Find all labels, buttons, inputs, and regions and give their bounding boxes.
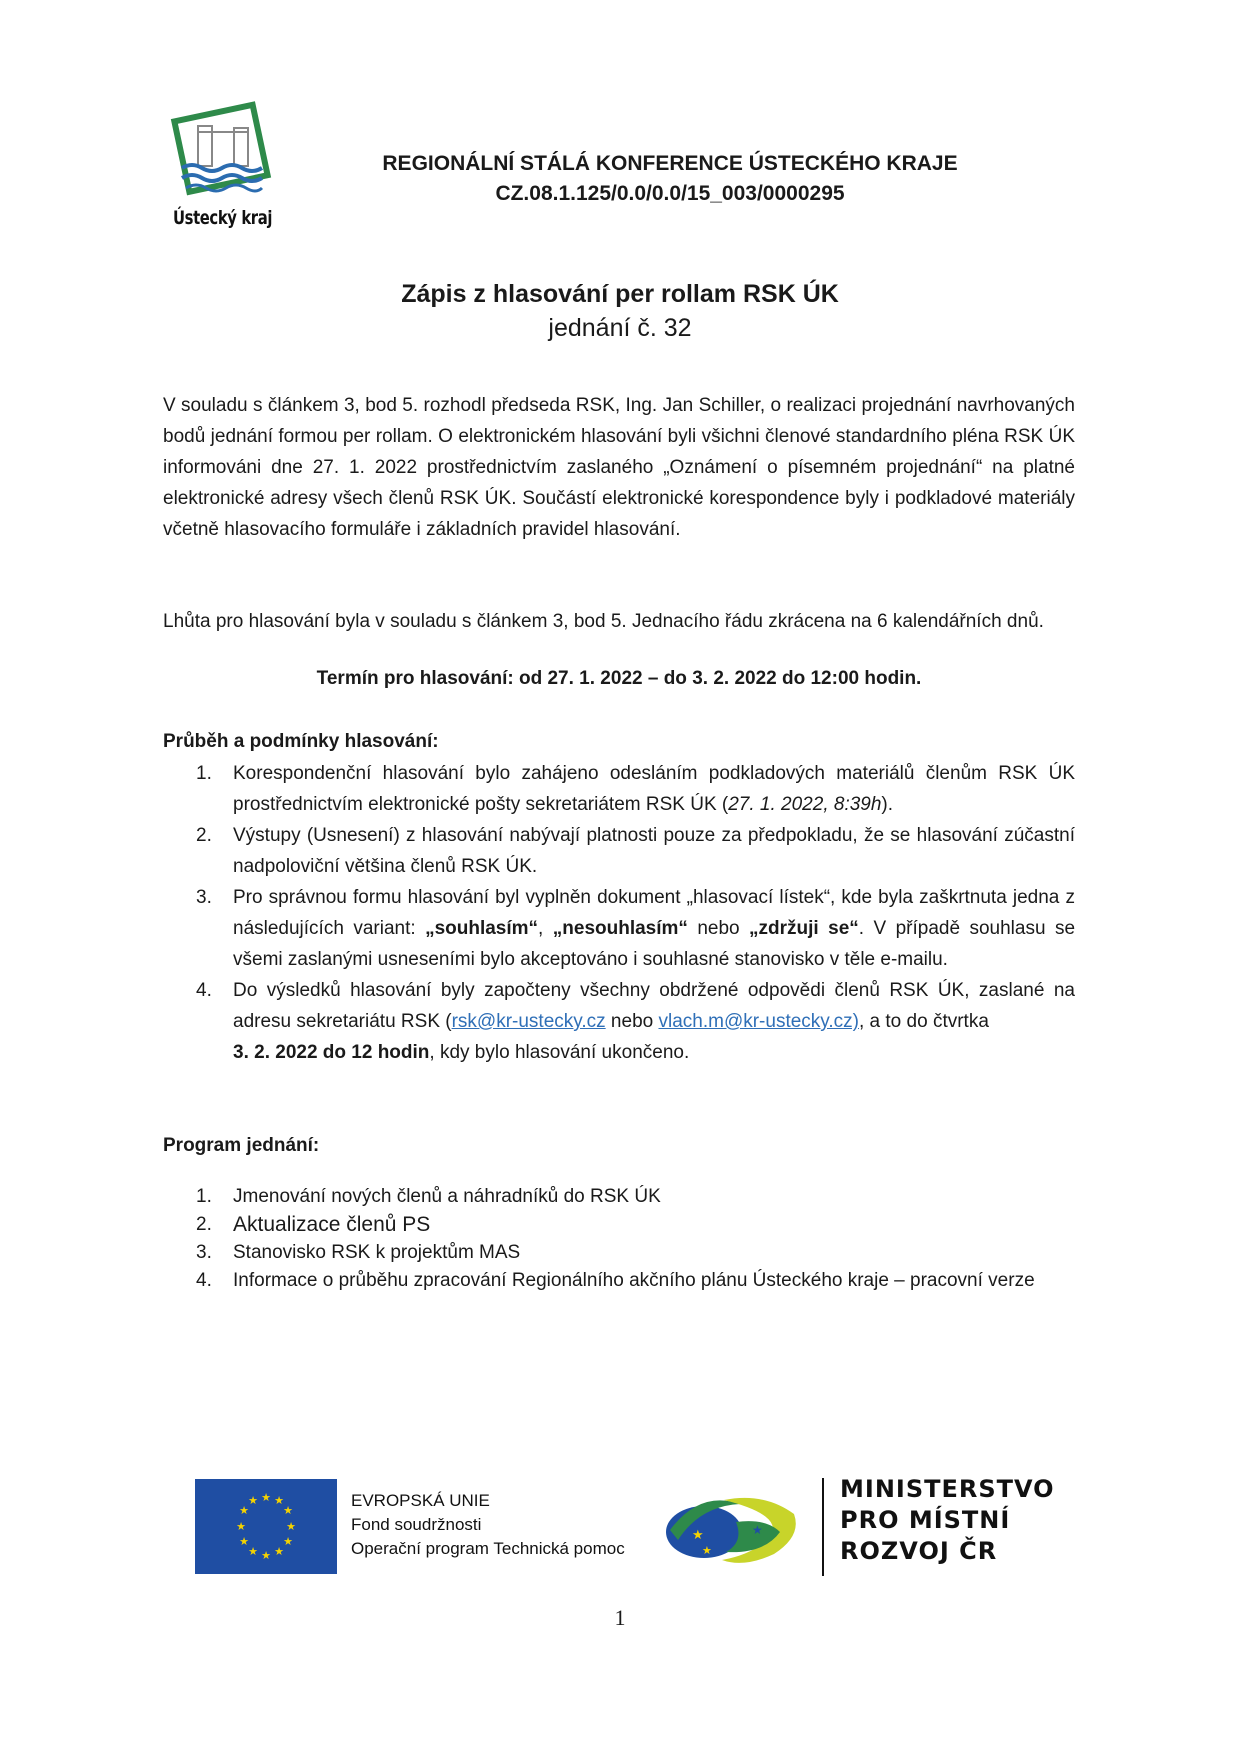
option-agree: „souhlasím“ [425,918,539,939]
project-code: CZ.08.1.125/0.0/0.0/15_003/0000295 [495,182,845,205]
program-list [163,1183,1075,1295]
intro-paragraph: V souladu s článkem 3, bod 5. rozhodl předseda RSK, Ing. Jan Schiller, o realizaci projednání navrhovaných bodů jednání formou per rollam. O elektronickém hlasování byli všichni členové standardního pléna RSK ÚK informováni dne 27. 1. 2022 prostřednictvím zaslaného „Oznámení o písemném projednání“ na platné elektronické adresy všech členů RSK ÚK. Součástí elektronické korespondence byly i podkladové materiály včetně hlasovacího formuláře i základních pravidel hlasování. [163,395,1075,540]
footer-divider [822,1478,824,1576]
svg-text:★: ★ [283,1504,293,1517]
email-link-vlach[interactable]: vlach.m@kr-ustecky.cz) [658,1011,859,1032]
list-text: Pro správnou formu hlasování byl vyplněn dokument „hlasovací lístek“, kde byla zaškrtnuta jedna z následujících variant: [233,887,1075,939]
org-name: REGIONÁLNÍ STÁLÁ KONFERENCE ÚSTECKÉHO KRAJE [382,152,958,175]
list-item [163,882,1075,975]
option-abstain: „zdržuji se“ [749,918,859,939]
list-text-end: , kdy bylo hlasování ukončeno. [429,1042,690,1063]
list-text: Výstupy (Usnesení) z hlasování nabývají platnosti pouze za předpokladu, že se hlasování zúčastní nadpoloviční většina členů RSK ÚK. [233,825,1075,877]
list-number: 4. [196,1270,212,1291]
deadline-paragraph: Lhůta pro hlasování byla v souladu s článkem 3, bod 5. Jednacího řádu zkrácena na 6 kalendářních dnů. [163,611,1044,632]
list-text: Korespondenční hlasování bylo zahájeno odesláním podkladových materiálů členům RSK ÚK prostřednictvím elektronické pošty sekretariátem RSK ÚK ( [233,763,1075,815]
svg-text:★: ★ [702,1544,712,1557]
svg-text:★: ★ [248,1545,258,1558]
svg-text:★: ★ [274,1494,284,1507]
list-item [163,1183,1075,1211]
list-item [163,975,1075,1068]
svg-text:★: ★ [248,1494,258,1507]
list-text: , a to do čtvrtka [859,1011,989,1032]
list-text: Stanovisko RSK k projektům MAS [233,1242,521,1263]
page-number: 1 [614,1605,626,1630]
list-text: Jmenování nových členů a náhradníků do RSK ÚK [233,1186,661,1207]
list-item [163,1239,1075,1267]
list-text: nebo [605,1011,659,1032]
svg-text:★: ★ [286,1520,296,1533]
eu-line: Fond soudržnosti [351,1515,482,1534]
eu-line: EVROPSKÁ UNIE [351,1491,490,1510]
svg-text:★: ★ [692,1528,704,1543]
mmr-logo-icon [664,1482,804,1572]
svg-text:★: ★ [274,1545,284,1558]
eu-flag-icon [195,1479,337,1574]
list-number: 1. [196,1186,212,1207]
list-item [163,1267,1075,1295]
start-datetime: 27. 1. 2022, 8:39h [728,794,882,815]
mmr-line: PRO MÍSTNÍ [840,1506,1011,1534]
eu-line: Operační program Technická pomoc [351,1539,625,1558]
svg-text:★: ★ [283,1535,293,1548]
list-item [163,758,1075,820]
list-text: Aktualizace členů PS [233,1213,431,1236]
voting-term: Termín pro hlasování: od 27. 1. 2022 – do 3. 2. 2022 do 12:00 hodin. [316,668,922,689]
list-item [163,820,1075,882]
svg-text:★: ★ [261,1549,271,1562]
logo-text: Ústecký kraj [173,207,273,229]
voting-heading: Průběh a podmínky hlasování: [163,731,439,752]
voting-conditions-list [163,758,1075,1068]
mmr-line: ROZVOJ ČR [840,1537,998,1565]
list-number: 1. [196,763,212,784]
list-item [163,1211,1075,1239]
list-text-end: ). [881,794,894,815]
svg-text:★: ★ [261,1491,271,1504]
list-number: 4. [196,980,212,1001]
list-text: Do výsledků hlasování byly započteny všechny obdržené odpovědi členů RSK ÚK, zaslané na adresu sekretariátu RSK ( [233,980,1075,1032]
document-title: Zápis z hlasování per rollam RSK ÚK [401,280,839,308]
svg-text:★: ★ [236,1520,246,1533]
list-number: 3. [196,1242,212,1263]
email-link-rsk[interactable]: rsk@kr-ustecky.cz [451,1011,606,1032]
svg-text:★: ★ [239,1504,249,1517]
program-heading: Program jednání: [163,1135,320,1156]
svg-text:★: ★ [239,1535,249,1548]
list-number: 2. [196,1214,212,1235]
list-number: 3. [196,887,212,908]
option-disagree: „nesouhlasím“ [552,918,688,939]
list-text-end: . V případě souhlasu se všemi zaslanými usneseními bylo akceptováno i souhlasné stanovisko v těle e-mailu. [233,918,1076,970]
list-text: Informace o průběhu zpracování Regionálního akčního plánu Ústeckého kraje – pracovní verze [233,1270,1035,1291]
end-datetime: 3. 2. 2022 do 12 hodin [233,1042,430,1063]
separator: , [538,918,553,939]
document-subtitle: jednání č. 32 [548,314,692,342]
svg-text:★: ★ [752,1523,763,1537]
mmr-text [840,1474,1055,1567]
mmr-line: MINISTERSTVO [840,1475,1055,1503]
separator: nebo [687,918,750,939]
eu-funding-text [351,1489,625,1561]
list-number: 2. [196,825,212,846]
